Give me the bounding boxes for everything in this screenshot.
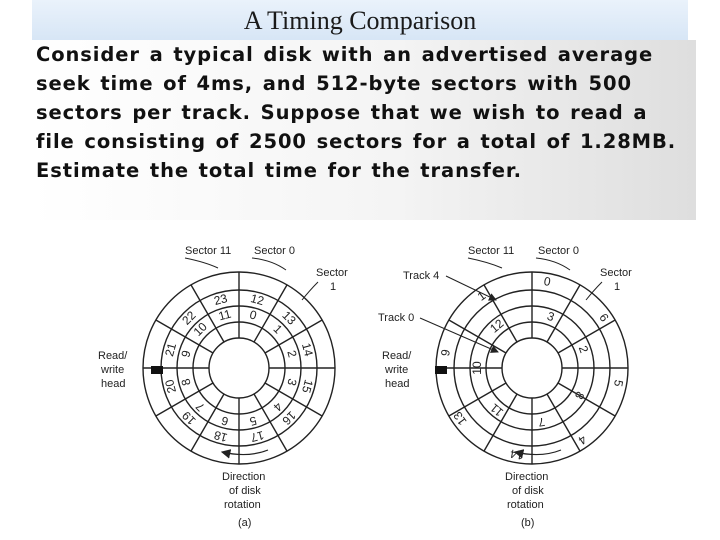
fig-a-head-label-1: Read/ bbox=[98, 350, 128, 362]
disk-b-sector-lines bbox=[436, 272, 628, 464]
problem-statement: Consider a typical disk with an advertised average seek time of 4ms, and 512-byte sectors with 500 sectors per track. Suppose that we wish to read a file consisting of 2500 sectors for a total of 1.28MB. Estimate the total time for the transfer. bbox=[36, 43, 677, 182]
fig-b-outer-number-6: 5 bbox=[611, 378, 626, 388]
fig-b-head-label-2: write bbox=[385, 364, 409, 376]
fig-a-direction-3: rotation bbox=[224, 499, 261, 511]
fig-a-outer-number-2: 14 bbox=[298, 341, 316, 358]
fig-b-direction-1: Direction bbox=[505, 471, 549, 483]
fig-a-inner-number-8: 8 bbox=[178, 377, 194, 388]
fig-a-sector0-brace bbox=[252, 258, 286, 270]
fig-b-direction-2: of disk bbox=[512, 485, 544, 497]
fig-a-outer-number-11: 23 bbox=[212, 291, 229, 309]
fig-b-inner-number-5: 10 bbox=[470, 361, 485, 375]
fig-a-direction-1: Direction bbox=[222, 471, 266, 483]
fig-a-inner-number-7: 7 bbox=[192, 399, 208, 415]
fig-b-inner-number-2: 8 bbox=[571, 389, 588, 402]
fig-b-inner-number-6: 12 bbox=[487, 316, 507, 336]
fig-a-outer-number-7: 19 bbox=[179, 408, 199, 428]
fig-a-inner-number-4: 4 bbox=[270, 399, 286, 415]
fig-a-sector1-number: 1 bbox=[330, 281, 337, 293]
disk-a bbox=[143, 272, 335, 464]
fig-a-inner-number-1: 1 bbox=[270, 321, 286, 337]
sector-boundary bbox=[484, 285, 517, 342]
disk-a-track-0 bbox=[209, 338, 269, 398]
fig-a-sector1-label: Sector bbox=[316, 267, 348, 279]
fig-a-inner-number-3: 3 bbox=[284, 377, 300, 388]
fig-a-outer-number-0: 12 bbox=[249, 291, 266, 309]
fig-b-sector11-label: Sector 11 bbox=[468, 245, 515, 257]
fig-a-outer-number-3: 15 bbox=[298, 378, 316, 395]
fig-b-track4-label: Track 4 bbox=[403, 270, 440, 282]
fig-a-inner-number-5: 5 bbox=[248, 413, 259, 429]
fig-a-outer-number-5: 17 bbox=[249, 427, 266, 445]
fig-b-outer-number-7: 4 bbox=[575, 432, 590, 448]
fig-b-track0-pointer bbox=[420, 318, 498, 352]
fig-b-sector0-brace bbox=[536, 258, 570, 270]
fig-a-outer-number-4: 16 bbox=[279, 408, 299, 428]
disk-b-track-0 bbox=[502, 338, 562, 398]
fig-b-outer-number-2: 9 bbox=[438, 348, 453, 358]
fig-b-direction-3: rotation bbox=[507, 499, 544, 511]
fig-b-head-label-1: Read/ bbox=[382, 350, 412, 362]
fig-a-caption: (a) bbox=[238, 517, 252, 529]
slide-title: A Timing Comparison bbox=[243, 6, 477, 35]
fig-a-sector0-label: Sector 0 bbox=[254, 245, 295, 257]
fig-a-inner-number-11: 11 bbox=[216, 306, 233, 324]
fig-b-inner-number-1: 2 bbox=[575, 343, 592, 355]
sector-boundary bbox=[484, 394, 517, 451]
sector-boundary bbox=[547, 394, 580, 451]
fig-a-outer-number-8: 20 bbox=[162, 378, 180, 395]
sector-boundary bbox=[558, 383, 615, 416]
fig-b-track0-label: Track 0 bbox=[378, 312, 415, 324]
fig-b-outer-number-1: 13 bbox=[450, 408, 470, 428]
fig-a-inner-number-2: 2 bbox=[284, 348, 300, 359]
fig-b-inner-number-4: 11 bbox=[487, 400, 507, 420]
fig-a-head-label-2: write bbox=[101, 364, 125, 376]
fig-a-sector11-label: Sector 11 bbox=[185, 245, 232, 257]
fig-a-direction-2: of disk bbox=[229, 485, 261, 497]
fig-a-outer-number-9: 21 bbox=[162, 341, 180, 358]
disk-a-sector-lines bbox=[143, 272, 335, 464]
fig-a-read-write-head bbox=[151, 366, 163, 374]
fig-a-inner-number-9: 9 bbox=[178, 348, 194, 359]
fig-b-sector1-label: Sector bbox=[600, 267, 632, 279]
fig-a-inner-number-10: 10 bbox=[190, 319, 210, 339]
fig-a-sector1-brace bbox=[302, 282, 318, 300]
fig-b-sector1-number: 1 bbox=[614, 281, 621, 293]
fig-a-outer-number-1: 13 bbox=[279, 308, 299, 328]
fig-a-inner-number-6: 6 bbox=[219, 413, 230, 429]
fig-a-rotation-arrow bbox=[222, 450, 268, 455]
fig-a-head-label-3: head bbox=[101, 378, 126, 390]
fig-b-outer-number-4: 0 bbox=[542, 274, 552, 289]
fig-b-head-label-3: head bbox=[385, 378, 410, 390]
fig-b-sector0-label: Sector 0 bbox=[538, 245, 579, 257]
fig-b-sector11-brace bbox=[468, 258, 502, 268]
fig-b-outer-number-0: 14 bbox=[508, 446, 525, 463]
fig-b-inner-number-3: 7 bbox=[537, 414, 547, 430]
fig-a-outer-number-6: 18 bbox=[212, 427, 229, 445]
disk-b bbox=[436, 272, 628, 464]
fig-b-outer-number-5: 6 bbox=[596, 310, 612, 325]
fig-b-track4-pointer bbox=[446, 276, 496, 300]
fig-b-outer-number-3: 1 bbox=[474, 288, 489, 304]
fig-a-sector11-brace bbox=[185, 258, 218, 268]
fig-a-inner-number-0: 0 bbox=[248, 307, 259, 323]
fig-a-outer-number-10: 22 bbox=[179, 308, 199, 328]
fig-b-caption: (b) bbox=[521, 517, 535, 529]
fig-b-read-write-head bbox=[435, 366, 447, 374]
fig-b-inner-number-0: 3 bbox=[545, 308, 557, 325]
